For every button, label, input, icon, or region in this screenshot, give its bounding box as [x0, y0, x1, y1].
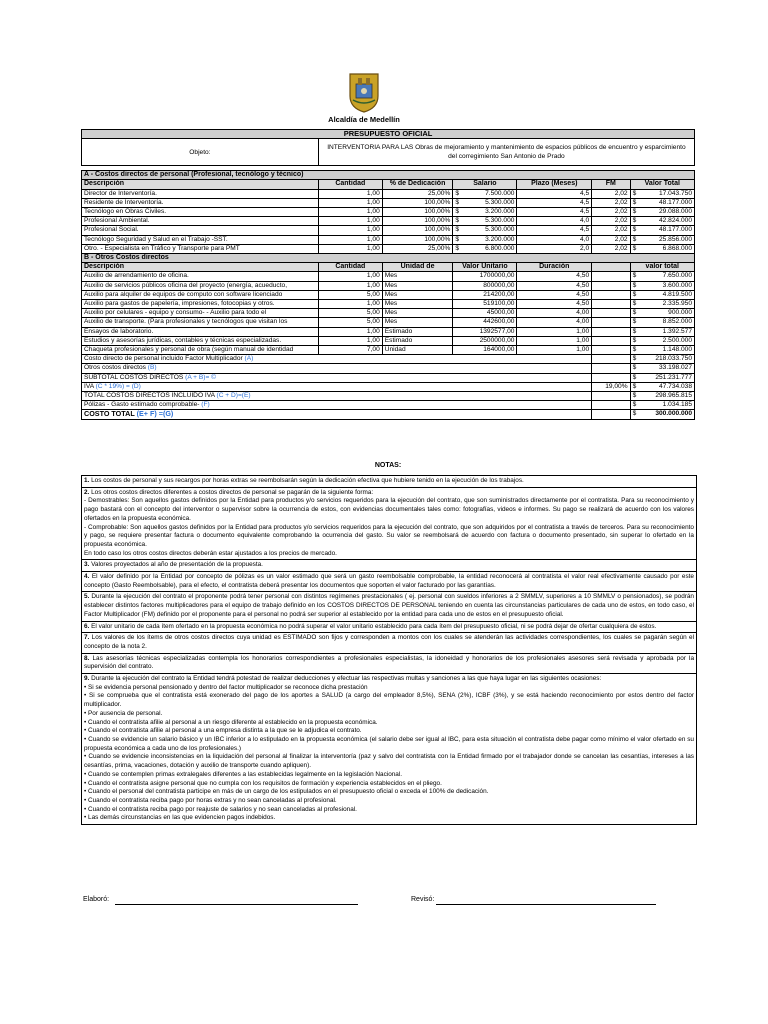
notes-list [81, 475, 697, 825]
summary-label-text: Pólizas - Gasto estimado comprobable- [84, 401, 202, 409]
cell-quantity: 7,00 [318, 346, 382, 355]
cell-quantity: 1,00 [318, 208, 382, 217]
currency-symbol: $ [630, 226, 642, 235]
cell-description: Chaqueta profesionales y personal de obra (según manual de identidad [82, 346, 319, 355]
table-row [82, 272, 695, 281]
currency-symbol: $ [455, 235, 460, 243]
section-a-title: A - Costos directos de personal (Profesional, tecnólogo y técnico) [82, 171, 695, 180]
currency-symbol: $ [630, 281, 642, 290]
currency-symbol: $ [630, 327, 642, 336]
col-header: Valor Unitario [453, 263, 517, 272]
cell-unit: Estimado [382, 336, 453, 345]
cell-duration: 4,50 [517, 300, 592, 309]
cell-total: 3.600.000 [642, 281, 694, 290]
currency-symbol: $ [630, 392, 642, 401]
cell-term: 4,5 [517, 198, 592, 207]
note-text: Los costos de personal y sus recargos por horas extras se reembolsarán según la dedicación efectiva que hubiere tenido en la ejecución de los trabajos. [89, 477, 524, 484]
note-text: Los otros costos directos diferentes a costos directos de personal se pagarán de la siguiente forma: - Demostrables: Son aquellos gastos definidos por la Entidad para productos y/o servicios requeridos para la ejecución del contrato, que son suministrados directamente por el contratista. Para su reconocimiento y pago bastará con el concepto del interventor o supervisor sobre la ocurrencia de estos, con evidencias documentales tales como: fotografías, videos e informes. Su pago se realizará de acuerdo con los valores ofertados en la propuesta económica. - Comprobable: Son aquellos gastos definidos por la Entidad para productos y/o servicios requeridos para la ejecución del contrato, que son adquiridos por el contratista a través de terceros. Para su reconocimiento y pago, se requiere presentar factura o documento equivalente comprobando la ocurrencia del gasto. Su valor se reembolsará de acuerdo con factura o documento presentado, sin superar lo ofertado en la propuesta económica. En todo caso los otros costos directos deberán estar ajustados a los precios de mercado. [84, 488, 694, 557]
summary-total: 251.231.777 [642, 373, 694, 382]
cell-total: 17.043.750 [642, 189, 694, 198]
cell-empty [592, 318, 630, 327]
cell-description: Auxilio para gastos de papelería, impresiones, fotocopias y otros. [82, 300, 319, 309]
elaboro-line[interactable] [115, 904, 358, 905]
summary-label [82, 382, 592, 391]
summary-label-text: Otros costos directos [84, 364, 148, 372]
summary-total: 33.198.027 [642, 364, 694, 373]
col-header: % de Dedicación [382, 180, 453, 189]
cell-description: Ensayos de laboratorio. [82, 327, 319, 336]
salary-value: 5.300.000 [485, 217, 515, 225]
reviso-label: Revisó: [411, 896, 435, 903]
note-item [82, 633, 696, 653]
table-row [82, 189, 695, 198]
cell-total: 7.650.000 [642, 272, 694, 281]
cell-total: 48.177.000 [642, 226, 694, 235]
summary-total: 218.033.750 [642, 355, 694, 364]
salary-value: 6.800.000 [485, 244, 515, 252]
currency-symbol: $ [455, 244, 460, 252]
currency-symbol: $ [455, 217, 460, 225]
cell-quantity: 1,00 [318, 226, 382, 235]
summary-total: 47.734.038 [642, 382, 694, 391]
note-number: 8. [84, 654, 90, 662]
cell-total: 29.088.000 [642, 208, 694, 217]
table-row [82, 309, 695, 318]
cell-duration: 1,00 [517, 327, 592, 336]
cell-unit: Mes [382, 281, 453, 290]
table-row [82, 208, 695, 217]
cell-unit: Mes [382, 300, 453, 309]
cell-empty [592, 281, 630, 290]
cell-empty [592, 336, 630, 345]
cell-total: 25.856.000 [642, 235, 694, 244]
col-header: Descripción [82, 180, 319, 189]
salary-value: 5.300.000 [485, 198, 515, 206]
notes-title: NOTAS: [374, 462, 402, 469]
summary-row [82, 382, 695, 391]
cell-unit: Unidad [382, 346, 453, 355]
budget-table [81, 129, 695, 420]
currency-symbol: $ [455, 226, 460, 234]
org-name: Alcaldía de Medellín [328, 115, 400, 124]
cell-fm: 2,02 [592, 217, 630, 226]
summary-label [82, 355, 592, 364]
col-header: Salario [453, 180, 517, 189]
summary-code: (E+ F) =(G) [136, 409, 174, 419]
cell-unit: Mes [382, 318, 453, 327]
cell-description: Director de Interventoría. [82, 189, 319, 198]
note-item [82, 476, 696, 488]
cell-duration: 4,00 [517, 318, 592, 327]
currency-symbol: $ [630, 346, 642, 355]
cell-description: Auxilio de transporte. (Para profesionales y tecnólogos que visitan los [82, 318, 319, 327]
note-number: 4. [84, 573, 90, 581]
note-text: Los valores de los ítems de otros costos directos cuya unidad es ESTIMADO son fijos y corresponden a montos con los cuales se atenderán las actividades correspondientes, los cuales se pagarán según el concepto de la nota 2. [84, 634, 694, 650]
cell-duration: 4,00 [517, 309, 592, 318]
currency-symbol: $ [630, 244, 642, 253]
cell-description: Estudios y asesorías jurídicas, contables y técnicas especializadas. [82, 336, 319, 345]
cell-description: Profesional Ambiental. [82, 217, 319, 226]
currency-symbol: $ [630, 189, 642, 198]
coat-of-arms-icon [344, 70, 384, 114]
cell-dedication: 100,00% [382, 235, 453, 244]
cell-quantity: 5,00 [318, 309, 382, 318]
note-item [82, 654, 696, 674]
table-row [82, 244, 695, 253]
note-item [82, 572, 696, 592]
cell-unit-value: 519100,00 [453, 300, 517, 309]
cell-quantity: 1,00 [318, 189, 382, 198]
currency-symbol: $ [630, 290, 642, 299]
note-number: 9. [84, 675, 90, 683]
cell-description: Auxilio de arrendamiento de oficina. [82, 272, 319, 281]
summary-label-text: SUBTOTAL COSTOS DIRECTOS [84, 373, 186, 381]
summary-percent [592, 364, 630, 373]
col-header: FM [592, 180, 630, 189]
currency-symbol: $ [630, 373, 642, 382]
salary-value: 7.500.000 [485, 189, 515, 197]
summary-row [82, 392, 695, 401]
col-header: Unidad de [382, 263, 453, 272]
cell-description: Residente de Interventoría. [82, 198, 319, 207]
currency-symbol: $ [455, 198, 460, 206]
cell-total: 48.177.000 [642, 198, 694, 207]
section-b-title: B - Otros Costos directos [82, 254, 695, 263]
currency-symbol: $ [630, 318, 642, 327]
cell-empty [592, 327, 630, 336]
summary-label [82, 401, 592, 410]
objeto-text: INTERVENTORIA PARA LAS Obras de mejoramiento y mantenimiento de espacios públicos de encuentro y esparcimiento del corregimiento San Antonio de Prado [318, 139, 694, 166]
table-row [82, 226, 695, 235]
note-number: 2. [84, 488, 90, 496]
currency-symbol: $ [630, 355, 642, 364]
cell-description: Otro. - Especialista en Tráfico y Transporte para PMT [82, 244, 319, 253]
col-header: Plazo (Meses) [517, 180, 592, 189]
currency-symbol: $ [630, 300, 642, 309]
cell-duration: 4,50 [517, 281, 592, 290]
summary-label-text: IVA [84, 382, 96, 390]
cell-salary [453, 226, 517, 235]
cell-fm: 2,02 [592, 226, 630, 235]
cell-empty [592, 346, 630, 355]
cell-total: 900.000 [642, 309, 694, 318]
summary-label [82, 392, 592, 401]
table-row [82, 235, 695, 244]
cell-total: 2.500.000 [642, 336, 694, 345]
header-logo [318, 70, 410, 126]
summary-total: 300.000.000 [642, 410, 694, 419]
summary-label [82, 373, 592, 382]
note-number: 1. [84, 477, 90, 484]
note-number: 3. [84, 561, 90, 569]
summary-code: (B) [147, 364, 157, 372]
cell-salary [453, 198, 517, 207]
cell-dedication: 100,00% [382, 208, 453, 217]
currency-symbol: $ [630, 401, 642, 410]
summary-total: 1.034.185 [642, 401, 694, 410]
cell-term: 2,0 [517, 244, 592, 253]
cell-total: 4.819.500 [642, 290, 694, 299]
cell-description: Auxilio de servicios públicos oficina del proyecto (energía, acueducto, [82, 281, 319, 290]
summary-percent [592, 410, 630, 419]
note-text: Durante la ejecución del contrato la Entidad tendrá potestad de realizar deducciones y efectuar las respectivas multas y sanciones a las que haya lugar en las siguientes ocasiones: • Si se evidencia personal pensionado y dentro del factor multiplicador se reconoce dicha prestación • Si se comprueba que el contratista está exonerado del pago de los aportes a SALUD (a cargo del empleador 8,5%), SENA (2%), ICBF (3%), y se está haciendo reconocimiento por estos dentro del factor multiplicador. • Por ausencia de personal. • Cuando el contratista afilie al personal a un riesgo diferente al establecido en la propuesta económica. • Cuando el contratista afilie al personal a una empresa distinta a la que se le adjudica el contrato. • Cuando se evidencie un salario básico y un IBC inferior a lo estipulado en la propuesta económica (el salario debe ser igual al IBC, para esta situación el contratista debe pagar como mínimo el valor ofertado en su propuesta económica a cada uno de los profesionales.) • Cuando se evidencie inconsistencias en la liquidación del personal al finalizar la interventoría (paz y salvo del contratista con la Entidad firmado por el trabajador donde se cancelan las cesantías, intereses a las cesantías, prima, vacaciones, dotación y auxilio de transporte cuando apliquen). • Cuando se contemplen primas extralegales diferentes a las establecidas legalmente en la legislación Nacional. • Cuando el contratista asigne personal que no cumpla con los requisitos de formación y experiencia establecidos en el pliego. • Cuando el personal del contratista participe en más de un cargo de los estipulados en el presupuesto oficial o exceda el 100% de dedicación. • Cuando el contratista reciba pago por horas extras y no sean canceladas al profesional. • Cuando el contratista reciba pago por reajuste de salarios y no sean canceladas al profesional. • Las demás circunstancias en las que evidencien pagos indebidos. [84, 675, 694, 822]
cell-dedication: 25,00% [382, 244, 453, 253]
cell-unit-value: 164000,00 [453, 346, 517, 355]
cell-total: 42.824.000 [642, 217, 694, 226]
cell-unit: Mes [382, 272, 453, 281]
cell-quantity: 1,00 [318, 198, 382, 207]
summary-label-text: Costo directo de personal incluido Factor Multiplicador [84, 355, 245, 363]
summary-label-text: TOTAL COSTOS DIRECTOS INCLUIDO IVA [84, 392, 217, 400]
table-row [82, 217, 695, 226]
cell-quantity: 1,00 [318, 336, 382, 345]
summary-code: (A) [244, 355, 254, 363]
cell-unit: Mes [382, 309, 453, 318]
cell-description: Profesional Social. [82, 226, 319, 235]
cell-unit-value: 800000,00 [453, 281, 517, 290]
note-text: Durante la ejecución del contrato el proponente podrá tener personal con distintos regímenes prestacionales ( ej. personal con sueldos inferiores a 2 SMMLV, superiores a 10 SMMLV o pensionados), se podrán establecer distintos factores multiplicadores para el equipo de trabajo definido en los COSTOS DIRECTOS DE PERSONAL teniendo en cuenta las circunstancias particulares de cada uno de estos, en todo caso, el Factor Multiplicador (FM) definido por el proponente para el personal no podrá ser superior al establecido por la entidad para cada uno de estos en el presupuesto oficial. [84, 593, 694, 618]
cell-unit: Mes [382, 290, 453, 299]
cell-fm: 2,02 [592, 189, 630, 198]
currency-symbol: $ [630, 410, 642, 419]
cell-unit-value: 1392577,00 [453, 327, 517, 336]
summary-code: (C * 19%) = (D) [95, 382, 141, 390]
cell-duration: 1,00 [517, 346, 592, 355]
summary-total: 298.965.815 [642, 392, 694, 401]
cell-salary [453, 217, 517, 226]
cell-empty [592, 290, 630, 299]
table-row [82, 300, 695, 309]
col-header: Valor Total [630, 180, 694, 189]
note-item [82, 488, 696, 561]
col-header: Descripción [82, 263, 319, 272]
note-item [82, 622, 696, 634]
cell-description: Tecnólogo en Obras Civiles. [82, 208, 319, 217]
note-text: El valor definido por la Entidad por concepto de pólizas es un valor estimado que será un gasto reembolsable comprobable, la entidad reconocerá al contratista el valor real efectivamente causado por este concepto (Gasto Reembolsable), para el efecto, el contratista deberá presentar los documentos que soporten el valor facturado por las garantías. [84, 573, 694, 589]
salary-value: 5.300.000 [485, 226, 515, 234]
summary-row [82, 355, 695, 364]
cell-unit: Estimado [382, 327, 453, 336]
cell-quantity: 5,00 [318, 290, 382, 299]
cell-quantity: 1,00 [318, 281, 382, 290]
cell-duration: 1,00 [517, 336, 592, 345]
cell-unit-value: 214200,00 [453, 290, 517, 299]
cell-term: 4,5 [517, 189, 592, 198]
summary-code: (C + D)=(E) [216, 392, 251, 400]
cell-empty [592, 272, 630, 281]
col-header: Cantidad [318, 180, 382, 189]
cell-empty [592, 309, 630, 318]
reviso-line[interactable] [436, 904, 656, 905]
summary-label-text: COSTO TOTAL [84, 409, 137, 419]
cell-unit-value: 442600,00 [453, 318, 517, 327]
col-header: valor total [630, 263, 694, 272]
summary-percent [592, 401, 630, 410]
currency-symbol: $ [630, 235, 642, 244]
currency-symbol: $ [630, 309, 642, 318]
table-row [82, 318, 695, 327]
summary-label [82, 364, 592, 373]
cell-quantity: 1,00 [318, 235, 382, 244]
summary-row [82, 364, 695, 373]
cell-term: 4,0 [517, 235, 592, 244]
summary-row [82, 373, 695, 382]
currency-symbol: $ [630, 336, 642, 345]
cell-quantity: 1,00 [318, 244, 382, 253]
cell-unit-value: 2500000,00 [453, 336, 517, 345]
cell-description: Auxilio por celulares - equipo y consumo- - Auxilio para todo el [82, 309, 319, 318]
table-row [82, 327, 695, 336]
cell-duration: 4,50 [517, 290, 592, 299]
cell-dedication: 100,00% [382, 198, 453, 207]
cell-unit-value: 45000,00 [453, 309, 517, 318]
table-row [82, 346, 695, 355]
objeto-label: Objeto: [82, 139, 319, 166]
cell-description: Auxilio para alquiler de equipos de computo con software licenciado [82, 290, 319, 299]
summary-code: (A + B)= © [185, 373, 217, 381]
table-row [82, 281, 695, 290]
cell-term: 4,5 [517, 208, 592, 217]
currency-symbol: $ [630, 364, 642, 373]
summary-percent [592, 373, 630, 382]
cell-quantity: 5,00 [318, 318, 382, 327]
table-row [82, 336, 695, 345]
cell-term: 4,0 [517, 217, 592, 226]
cell-total: 2.335.950 [642, 300, 694, 309]
cell-total: 8.852.000 [642, 318, 694, 327]
cell-fm: 2,02 [592, 208, 630, 217]
note-item [82, 560, 696, 572]
cell-quantity: 1,00 [318, 327, 382, 336]
summary-row [82, 410, 695, 419]
cell-fm: 2,02 [592, 244, 630, 253]
cell-unit-value: 1700000,00 [453, 272, 517, 281]
cell-description: Tecnólogo Seguridad y Salud en el Trabajo -SST. [82, 235, 319, 244]
note-item [82, 592, 696, 621]
cell-quantity: 1,00 [318, 217, 382, 226]
cell-dedication: 100,00% [382, 226, 453, 235]
cell-salary [453, 208, 517, 217]
cell-total: 6.868.000 [642, 244, 694, 253]
cell-fm: 2,02 [592, 235, 630, 244]
note-number: 7. [84, 634, 90, 642]
cell-salary [453, 244, 517, 253]
summary-percent [592, 355, 630, 364]
summary-row [82, 401, 695, 410]
elaboro-label: Elaboró: [83, 896, 110, 903]
salary-value: 3.200.000 [485, 235, 515, 243]
summary-percent [592, 392, 630, 401]
note-item [82, 674, 696, 824]
cell-quantity: 1,00 [318, 272, 382, 281]
currency-symbol: $ [630, 208, 642, 217]
note-number: 6. [84, 622, 90, 630]
cell-dedication: 100,00% [382, 217, 453, 226]
currency-symbol: $ [630, 198, 642, 207]
cell-duration: 4,50 [517, 272, 592, 281]
note-number: 5. [84, 593, 90, 601]
note-text: Las asesorías técnicas especializadas contempla los honorarios correspondientes a profesionales especialistas, la idoneidad y honorarios de los profesionales asesores será revisada y aprobada por la supervisión del contrato. [84, 654, 694, 671]
cell-dedication: 25,00% [382, 189, 453, 198]
budget-title: PRESUPUESTO OFICIAL [82, 130, 695, 139]
cell-total: 1.392.577 [642, 327, 694, 336]
currency-symbol: $ [630, 217, 642, 226]
currency-symbol: $ [630, 272, 642, 281]
col-header: Duración [517, 263, 592, 272]
currency-symbol: $ [630, 382, 642, 391]
cell-empty [592, 300, 630, 309]
summary-label [82, 410, 592, 419]
currency-symbol: $ [455, 189, 460, 197]
col-header: Cantidad [318, 263, 382, 272]
salary-value: 3.200.000 [485, 208, 515, 216]
cell-term: 4,5 [517, 226, 592, 235]
cell-salary [453, 235, 517, 244]
cell-quantity: 1,00 [318, 300, 382, 309]
table-row [82, 198, 695, 207]
note-text: El valor unitario de cada ítem ofertado en la propuesta económica no podrá superar el valor unitario establecido para cada ítem del presupuesto oficial, ni se podrá dejar de ofertar cualquiera de estos. [89, 622, 657, 630]
note-text: Valores proyectados al año de presentación de la propuesta. [89, 561, 263, 569]
summary-code: (F) [201, 401, 210, 409]
cell-total: 1.148.000 [642, 346, 694, 355]
cell-salary [453, 189, 517, 198]
summary-percent: 19,00% [592, 382, 630, 391]
table-row [82, 290, 695, 299]
currency-symbol: $ [455, 208, 460, 216]
cell-fm: 2,02 [592, 198, 630, 207]
